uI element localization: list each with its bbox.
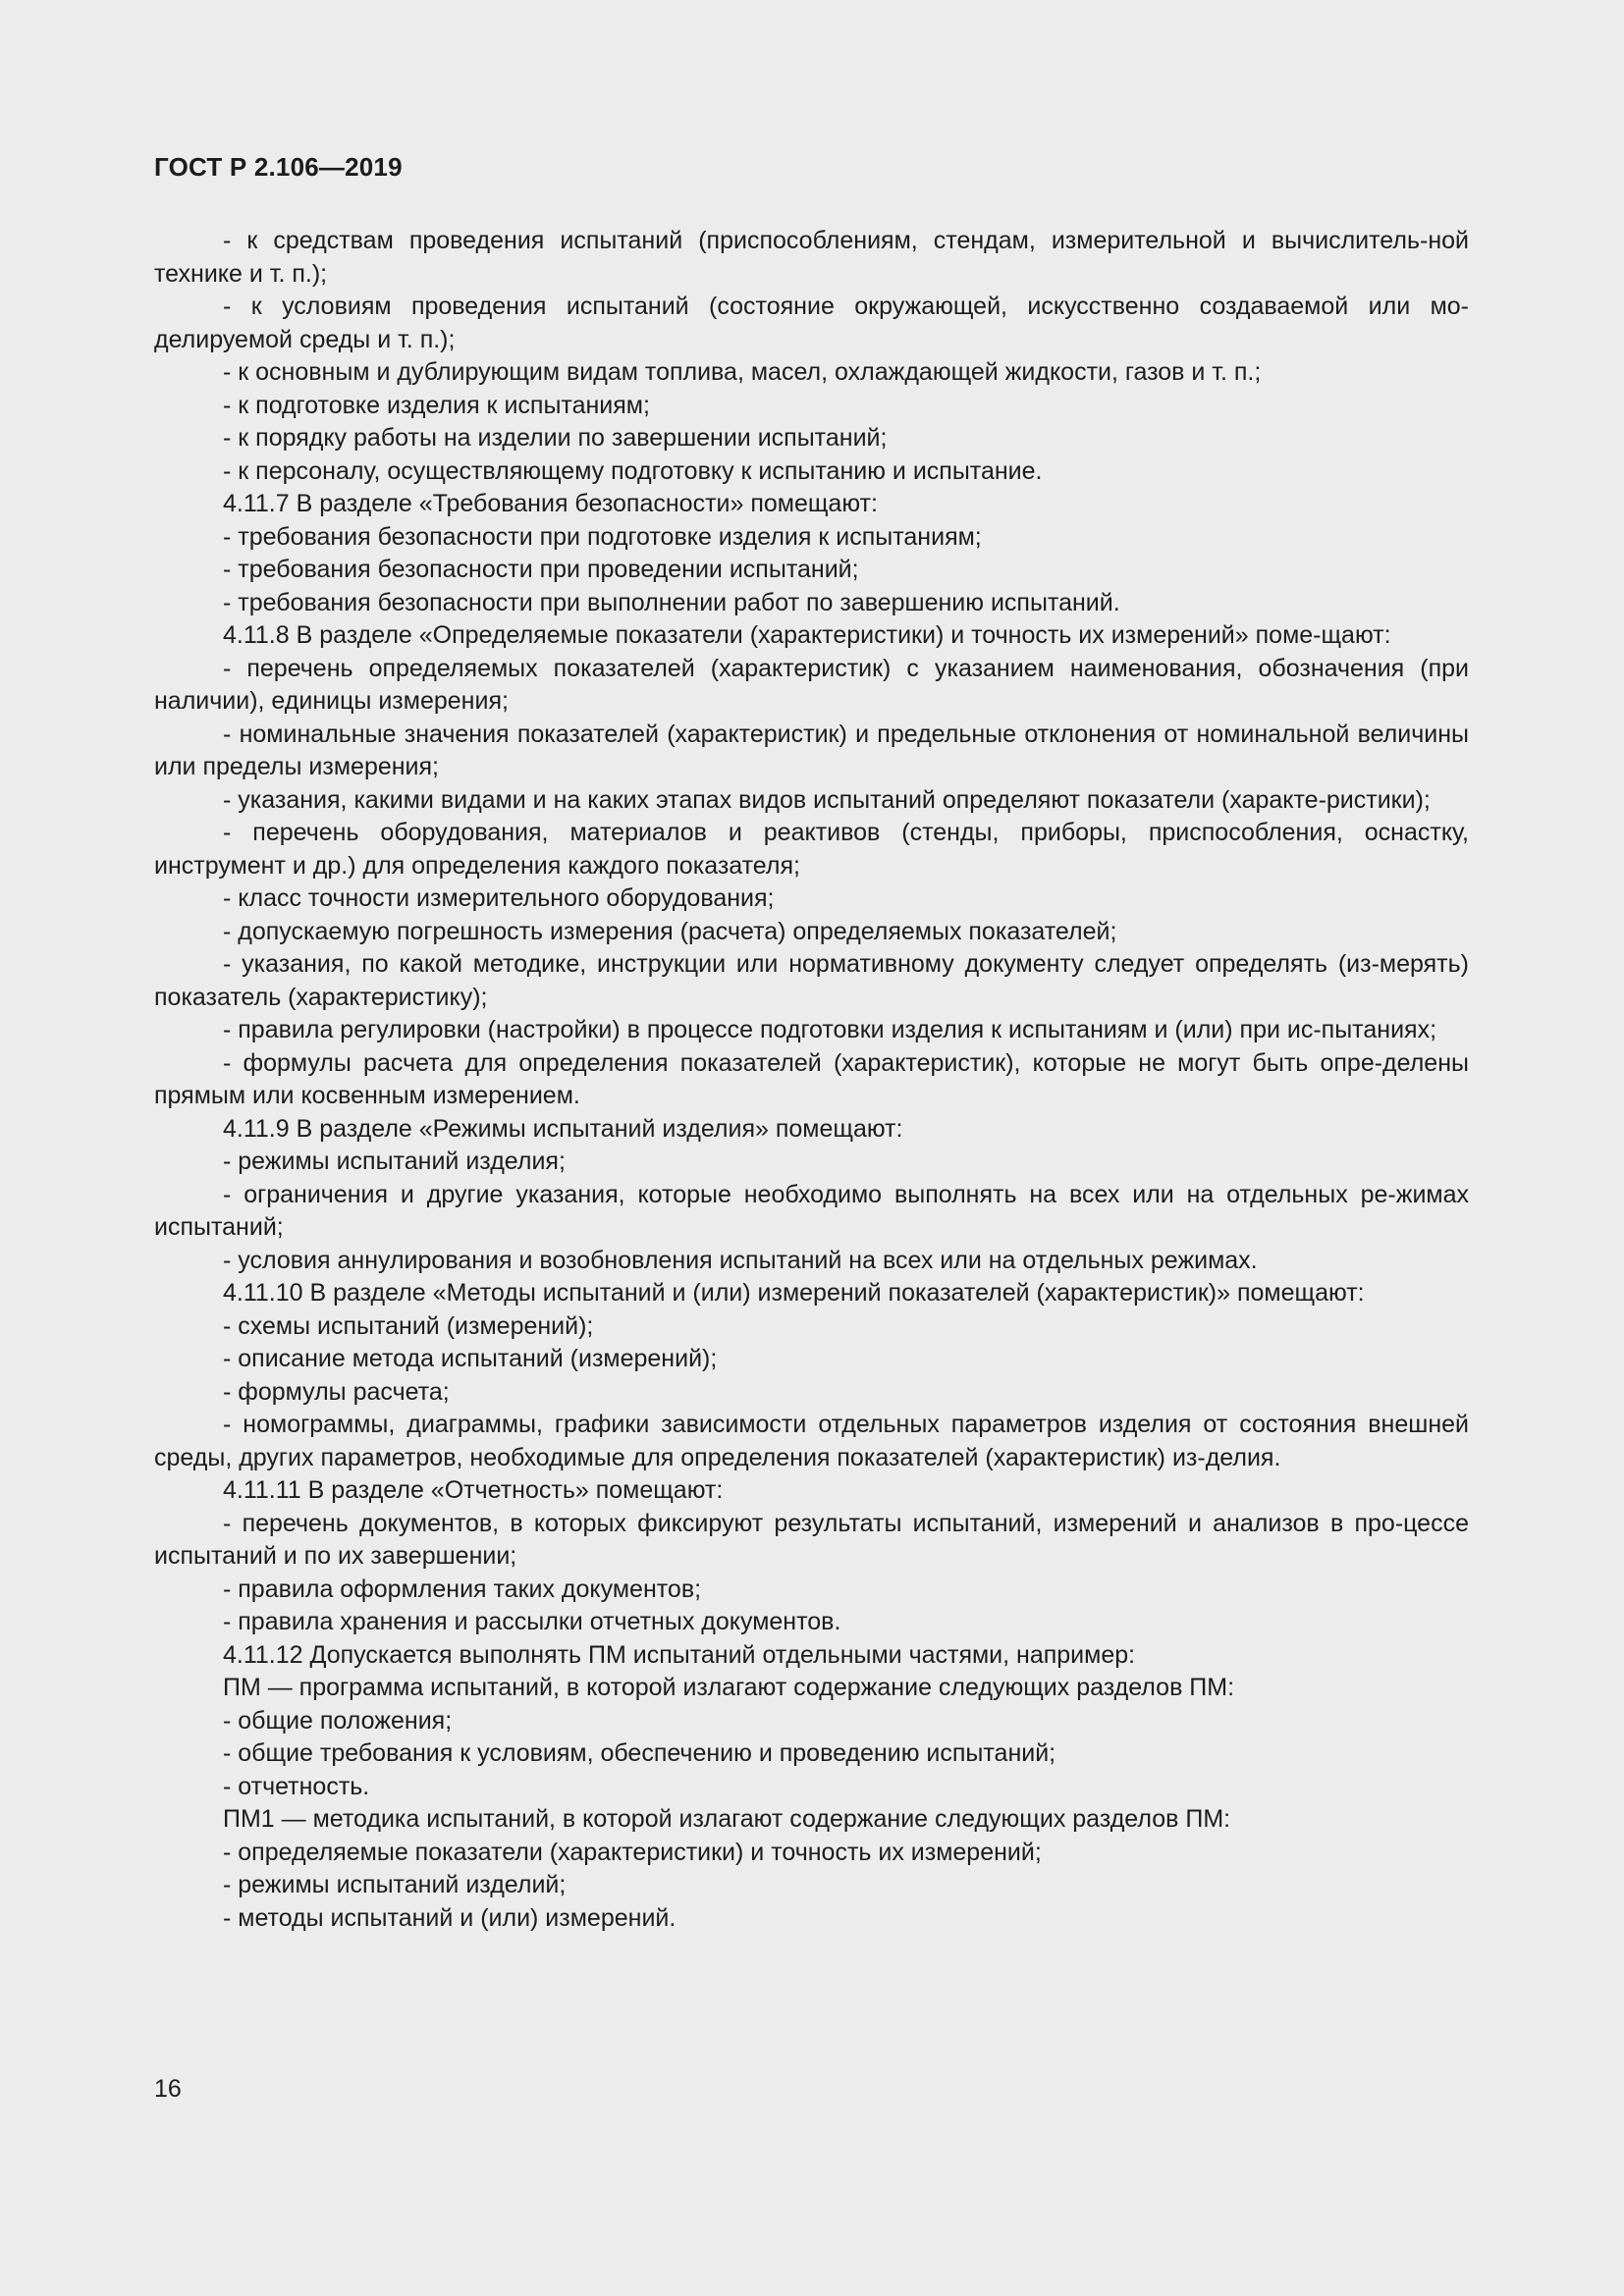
paragraph: - перечень оборудования, материалов и реактивов (стенды, приборы, приспособления, оснастку, инструмент и др.) для определения каждого показателя; [154,819,1469,880]
paragraph: - формулы расчета для определения показателей (характеристик), которые не могут быть опре-делены прямым или косвенным измерением. [154,1048,1469,1109]
paragraph: - номинальные значения показателей (характеристик) и предельные отклонения от номинальной величины или пределы измерения; [154,720,1469,780]
paragraph: - методы испытаний и (или) измерений. [223,1903,677,1932]
paragraph: - схемы испытаний (измерений); [223,1311,594,1340]
paragraph: - к порядку работы на изделии по завершении испытаний; [223,424,888,452]
paragraph: - формулы расчета; [223,1377,450,1406]
paragraph: - определяемые показатели (характеристики) и точность их измерений; [223,1838,1042,1866]
paragraph: - общие положения; [223,1706,453,1735]
paragraph: - перечень определяемых показателей (характеристик) с указанием наименования, обозначения (при наличии), единицы измерения; [154,654,1469,715]
paragraph: - режимы испытаний изделия; [223,1148,566,1175]
paragraph: - общие требования к условиям, обеспечению и проведению испытаний; [223,1739,1056,1767]
paragraph: - требования безопасности при проведении испытаний; [223,556,859,583]
paragraph: - правила хранения и рассылки отчетных документов. [223,1608,841,1635]
paragraph: - номограммы, диаграммы, графики зависимости отдельных параметров изделия от состояния внешней среды, других параметров, необходимые для определения показателей (характеристик) из-делия. [154,1411,1469,1471]
paragraph: - правила оформления таких документов; [223,1575,702,1603]
paragraph: ПМ1 — методика испытаний, в которой излагают содержание следующих разделов ПМ: [223,1805,1231,1833]
paragraph: 4.11.8 В разделе «Определяемые показатели (характеристики) и точность их измерений» поме-щают: [223,621,1391,649]
paragraph: - ограничения и другие указания, которые необходимо выполнять на всех или на отдельных ре-жимах испытаний; [154,1180,1469,1241]
paragraph: - класс точности измерительного оборудования; [223,884,775,912]
paragraph: - указания, какими видами и на каких этапах видов испытаний определяют показатели (характе-ристики); [223,785,1431,814]
paragraph: - правила регулировки (настройки) в процессе подготовки изделия к испытаниям и (или) при ис-пытаниях; [223,1016,1437,1043]
paragraph: - допускаемую погрешность измерения (расчета) определяемых показателей; [223,917,1117,945]
paragraph: - требования безопасности при подготовке изделия к испытаниям; [223,522,982,551]
paragraph: - режимы испытаний изделий; [223,1871,567,1898]
paragraph: - указания, по какой методике, инструкции или нормативному документу следует определять (из-мерять) показатель (характеристику); [154,950,1469,1011]
paragraph: 4.11.7 В разделе «Требования безопасности» помещают: [223,490,878,517]
paragraph: 4.11.10 В разделе «Методы испытаний и (или) измерений показателей (характеристик)» помещают: [223,1279,1365,1307]
paragraph: ПМ — программа испытаний, в которой излагают содержание следующих разделов ПМ: [223,1674,1235,1701]
paragraph: - условия аннулирования и возобновления испытаний на всех или на отдельных режимах. [223,1246,1258,1274]
paragraph: - к средствам проведения испытаний (приспособлениям, стендам, измерительной и вычислитель-ной технике и т. п.); [154,227,1469,288]
paragraph: - описание метода испытаний (измерений); [223,1345,718,1372]
paragraph: - перечень документов, в которых фиксируют результаты испытаний, измерений и анализов в про-цессе испытаний и по их завершении; [154,1509,1469,1570]
page-number: 16 [154,2075,182,2103]
paragraph: - к подготовке изделия к испытаниям; [223,391,650,419]
paragraph: - к основным и дублирующим видам топлива, масел, охлаждающей жидкости, газов и т. п.; [223,358,1262,386]
document-body [154,225,1469,1935]
paragraph: 4.11.9 В разделе «Режимы испытаний изделия» помещают: [223,1114,903,1143]
paragraph: 4.11.12 Допускается выполнять ПМ испытаний отдельными частями, например: [223,1640,1136,1669]
paragraph: 4.11.11 В разделе «Отчетность» помещают: [223,1476,724,1504]
paragraph: - к персоналу, осуществляющему подготовку к испытанию и испытание. [223,456,1043,485]
document-header: ГОСТ Р 2.106—2019 [154,152,403,182]
paragraph: - требования безопасности при выполнении работ по завершению испытаний. [223,588,1120,616]
paragraph: - к условиям проведения испытаний (состояние окружающей, искусственно создаваемой или мо-делируемой среды и т. п.); [154,293,1469,353]
paragraph: - отчетность. [223,1772,370,1800]
